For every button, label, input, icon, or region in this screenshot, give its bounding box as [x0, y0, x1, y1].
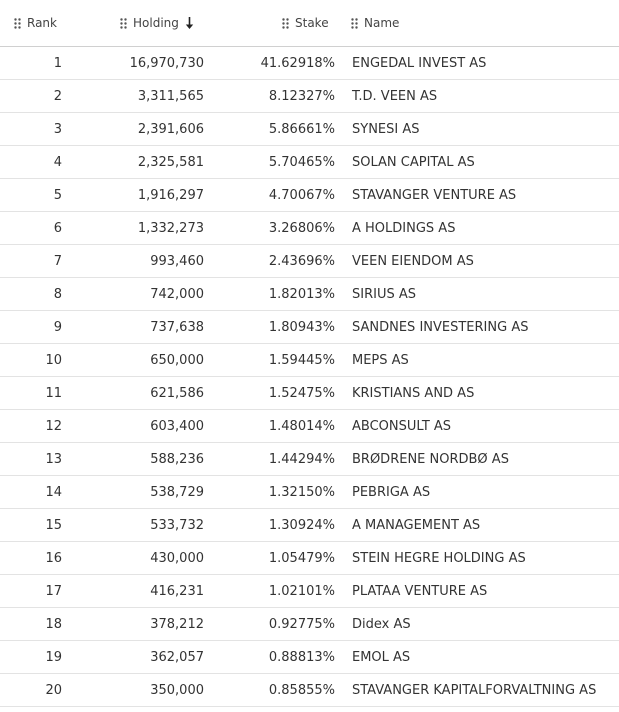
cell-stake: 1.82013% [268, 286, 335, 302]
table-row[interactable] [0, 245, 619, 278]
cell-rank: 15 [45, 517, 62, 533]
cell-name: SANDNES INVESTERING AS [352, 319, 529, 335]
cell-holding: 650,000 [150, 352, 204, 368]
cell-stake: 2.43696% [268, 253, 335, 269]
cell-stake: 5.70465% [268, 154, 335, 170]
cell-name: STEIN HEGRE HOLDING AS [352, 550, 526, 566]
cell-rank: 8 [53, 286, 62, 302]
cell-holding: 737,638 [150, 319, 204, 335]
table-row[interactable] [0, 80, 619, 113]
cell-rank: 2 [53, 88, 62, 104]
table-row[interactable] [0, 344, 619, 377]
cell-stake: 1.48014% [268, 418, 335, 434]
table-row[interactable] [0, 377, 619, 410]
cell-name: BRØDRENE NORDBØ AS [352, 451, 509, 467]
cell-holding: 993,460 [150, 253, 204, 269]
cell-name: STAVANGER KAPITALFORVALTNING AS [352, 682, 597, 698]
cell-name: Didex AS [352, 616, 411, 632]
cell-holding: 538,729 [150, 484, 204, 500]
column-header-holding[interactable] [120, 0, 220, 46]
cell-rank: 5 [53, 187, 62, 203]
cell-stake: 41.62918% [260, 55, 335, 71]
drag-handle-icon[interactable] [351, 18, 358, 29]
table-row[interactable] [0, 47, 619, 80]
cell-holding: 16,970,730 [129, 55, 204, 71]
column-header-stake-label[interactable]: Stake [295, 16, 329, 30]
cell-holding: 416,231 [150, 583, 204, 599]
table-row[interactable] [0, 278, 619, 311]
cell-name: A HOLDINGS AS [352, 220, 456, 236]
cell-holding: 378,212 [150, 616, 204, 632]
cell-rank: 19 [45, 649, 62, 665]
cell-stake: 1.44294% [268, 451, 335, 467]
cell-stake: 1.30924% [268, 517, 335, 533]
column-header-holding-label[interactable]: Holding [133, 16, 179, 30]
cell-stake: 1.32150% [268, 484, 335, 500]
cell-rank: 13 [45, 451, 62, 467]
cell-holding: 621,586 [150, 385, 204, 401]
cell-name: MEPS AS [352, 352, 409, 368]
cell-holding: 2,391,606 [137, 121, 204, 137]
cell-holding: 742,000 [150, 286, 204, 302]
column-header-stake[interactable] [282, 0, 342, 46]
cell-stake: 0.88813% [268, 649, 335, 665]
cell-rank: 12 [45, 418, 62, 434]
cell-rank: 6 [53, 220, 62, 236]
table-row[interactable] [0, 113, 619, 146]
cell-rank: 3 [53, 121, 62, 137]
cell-rank: 10 [45, 352, 62, 368]
cell-name: ENGEDAL INVEST AS [352, 55, 487, 71]
cell-rank: 9 [53, 319, 62, 335]
cell-name: PEBRIGA AS [352, 484, 431, 500]
table-row[interactable] [0, 146, 619, 179]
table-header-row [0, 0, 619, 47]
cell-holding: 1,332,273 [137, 220, 204, 236]
cell-name: STAVANGER VENTURE AS [352, 187, 517, 203]
cell-rank: 7 [53, 253, 62, 269]
column-header-name[interactable] [351, 0, 471, 46]
cell-holding: 2,325,581 [137, 154, 204, 170]
cell-name: SIRIUS AS [352, 286, 416, 302]
column-header-rank[interactable] [14, 0, 74, 46]
cell-stake: 8.12327% [268, 88, 335, 104]
table-row[interactable] [0, 641, 619, 674]
table-row[interactable] [0, 443, 619, 476]
cell-holding: 350,000 [150, 682, 204, 698]
cell-rank: 14 [45, 484, 62, 500]
table-row[interactable] [0, 311, 619, 344]
drag-handle-icon[interactable] [282, 18, 289, 29]
table-row[interactable] [0, 476, 619, 509]
cell-name: KRISTIANS AND AS [352, 385, 475, 401]
cell-stake: 4.70067% [268, 187, 335, 203]
cell-name: VEEN EIENDOM AS [352, 253, 474, 269]
cell-rank: 11 [45, 385, 62, 401]
drag-handle-icon[interactable] [120, 18, 127, 29]
column-header-rank-label[interactable]: Rank [27, 16, 57, 30]
table-row[interactable] [0, 608, 619, 641]
cell-name: ABCONSULT AS [352, 418, 452, 434]
cell-name: EMOL AS [352, 649, 411, 665]
cell-name: SOLAN CAPITAL AS [352, 154, 475, 170]
table-row[interactable] [0, 575, 619, 608]
cell-rank: 20 [45, 682, 62, 698]
cell-stake: 5.86661% [268, 121, 335, 137]
cell-rank: 16 [45, 550, 62, 566]
cell-stake: 1.80943% [268, 319, 335, 335]
table-row[interactable] [0, 674, 619, 707]
table-row[interactable] [0, 542, 619, 575]
table-row[interactable] [0, 179, 619, 212]
cell-holding: 3,311,565 [137, 88, 204, 104]
drag-handle-icon[interactable] [14, 18, 21, 29]
cell-name: PLATAA VENTURE AS [352, 583, 488, 599]
cell-holding: 588,236 [150, 451, 204, 467]
cell-name: SYNESI AS [352, 121, 420, 137]
table-body [0, 47, 619, 707]
cell-stake: 1.02101% [268, 583, 335, 599]
cell-stake: 1.59445% [268, 352, 335, 368]
cell-stake: 3.26806% [268, 220, 335, 236]
cell-rank: 1 [53, 55, 62, 71]
cell-rank: 17 [45, 583, 62, 599]
cell-holding: 1,916,297 [137, 187, 204, 203]
table-row[interactable] [0, 212, 619, 245]
cell-rank: 18 [45, 616, 62, 632]
cell-name: T.D. VEEN AS [352, 88, 438, 104]
table-row[interactable] [0, 509, 619, 542]
cell-holding: 533,732 [150, 517, 204, 533]
cell-holding: 430,000 [150, 550, 204, 566]
table-row[interactable] [0, 410, 619, 443]
cell-rank: 4 [53, 154, 62, 170]
cell-holding: 362,057 [150, 649, 204, 665]
cell-stake: 0.92775% [268, 616, 335, 632]
cell-name: A MANAGEMENT AS [352, 517, 481, 533]
column-header-name-label[interactable]: Name [364, 16, 400, 30]
cell-stake: 0.85855% [268, 682, 335, 698]
arrow-down-icon[interactable] [185, 17, 194, 30]
cell-stake: 1.05479% [268, 550, 335, 566]
cell-holding: 603,400 [150, 418, 204, 434]
cell-stake: 1.52475% [268, 385, 335, 401]
